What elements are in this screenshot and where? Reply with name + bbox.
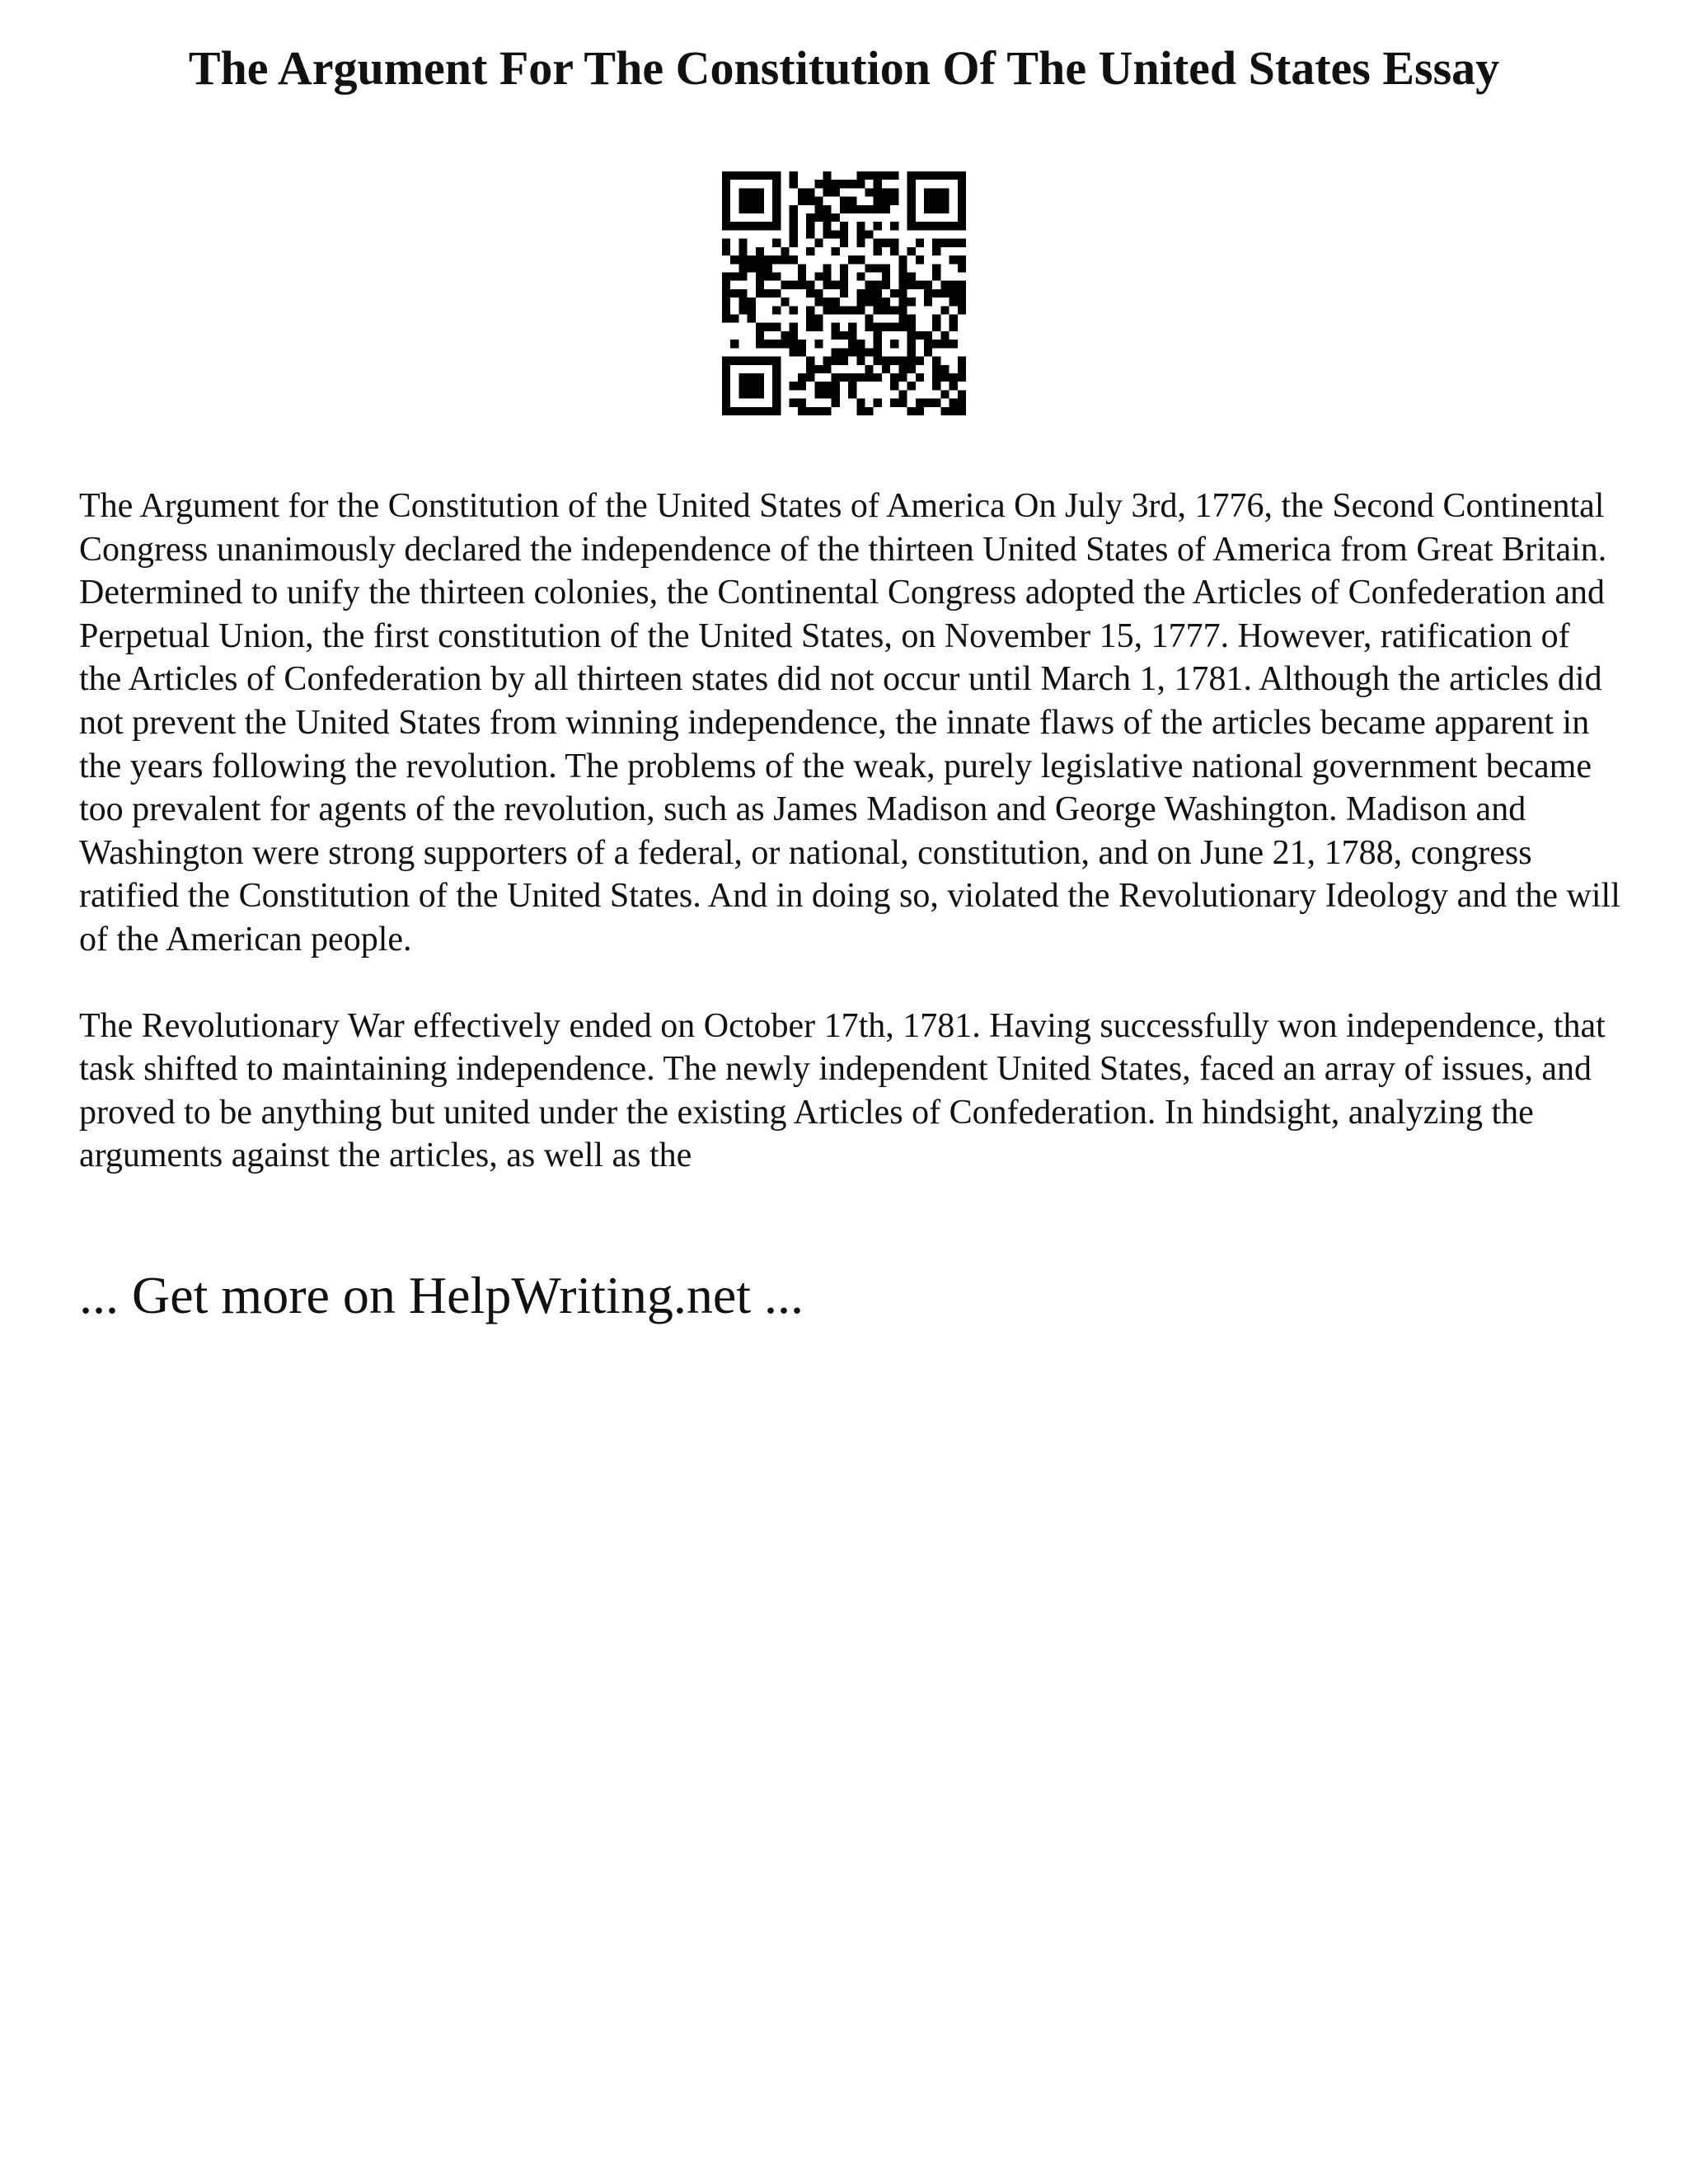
essay-body: [79, 485, 1620, 1221]
essay-paragraph-1: The Argument for the Constitution of the United States of America On July 3rd, 1776, the Second Continental Congress unanimously declared the independence of the thirteen United States of America from Great Britain. Determined to unify the thirteen colonies, the Continental Congress adopted the Articles of Confederation and Perpetual Union, the first constitution of the United States, on November 15, 1777. However, ratification of the Articles of Confederation by all thirteen states did not occur until March 1, 1781. Although the articles did not prevent the United States from winning independence, the innate flaws of the articles became apparent in the years following the revolution. The problems of the weak, purely legislative national government became too prevalent for agents of the revolution, such as James Madison and George Washington. Madison and Washington were strong supporters of a federal, or national, constitution, and on June 21, 1788, congress ratified the Constitution of the United States. And in doing so, violated the Revolutionary Ideology and the will of the American people.: [79, 487, 1620, 958]
qr-code-icon[interactable]: [722, 171, 966, 415]
qr-code-graphic: [722, 171, 966, 415]
essay-paragraph-2: The Revolutionary War effectively ended on October 17th, 1781. Having successfully won independence, that task shifted to maintaining independence. The newly independent United States, faced an array of issues, and proved to be anything but united under the existing Articles of Confederation. In hindsight, analyzing the arguments against the articles, as well as the: [79, 1006, 1606, 1175]
get-more-link[interactable]: ... Get more on HelpWriting.net ...: [79, 1266, 804, 1324]
page-title: The Argument For The Constitution Of The United States Essay: [188, 41, 1500, 95]
